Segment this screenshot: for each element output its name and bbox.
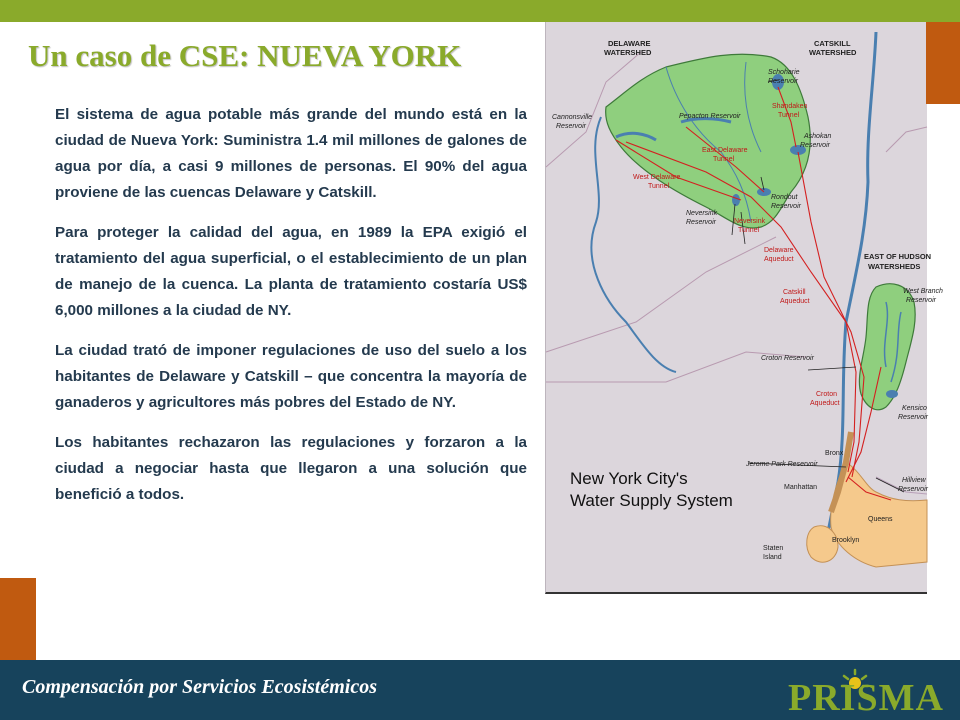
boundary-line [886, 127, 927, 152]
paragraph-water-system: El sistema de agua potable más grande del mundo está en la ciudad de Nueva York: Suministra 1.4 mil millones de galones de agua por día, a casi 9 millones de personas. El 90% del agua proviene de las cuencas Delaware y Catskill. [55, 106, 527, 201]
prisma-logo [788, 668, 952, 718]
manhattan-label: Manhattan [784, 484, 818, 491]
svg-text:Aqueduct: Aqueduct [764, 256, 794, 263]
svg-text:Reservoir: Reservoir [556, 123, 586, 130]
catskill-watershed-label: CATSKILL [814, 39, 851, 48]
orange-accent-block-top [926, 22, 960, 104]
croton-reservoir-label: Croton Reservoir [761, 355, 814, 362]
west-delaware-label: West Delaware [633, 174, 681, 181]
top-accent-bar [0, 0, 960, 22]
map-title-line2: Water Supply System [570, 491, 733, 510]
map-image [546, 22, 943, 592]
orange-accent-block-bottom [0, 578, 36, 660]
kensico-label: Kensico [902, 405, 927, 412]
paragraph-land-regulation: La ciudad trató de imponer regulaciones de uso del suelo a los habitantes de Delaware y Catskill – que concentra la mayoría de ganaderos y agricultores más pobres del Estado de NY. [55, 342, 527, 411]
slide-body [55, 102, 527, 522]
footer-tagline: Compensación por Servicios Ecosistémicos [22, 676, 377, 698]
svg-text:WATERSHED: WATERSHED [604, 48, 652, 57]
bronx-label: Bronx [825, 450, 844, 457]
water-supply-map [545, 22, 943, 594]
delaware-watershed-label: DELAWARE [608, 39, 651, 48]
svg-text:Reservoir: Reservoir [800, 142, 830, 149]
logo-wordmark: PRISMA [788, 677, 944, 719]
paragraph-epa-requirement: Para proteger la calidad del agua, en 1989 la EPA exigió el tratamiento del agua superficial, o el establecimiento de un plan de manejo de la cuenca. La planta de tratamiento costaría US$ 6,000 millones a la ciudad de NY. [55, 224, 527, 319]
west-branch-label: West Branch [903, 288, 943, 295]
croton-aqueduct-label: Croton [816, 391, 838, 398]
kensico-reservoir [886, 390, 898, 398]
svg-text:Tunnel: Tunnel [713, 156, 735, 163]
svg-text:Tunnel: Tunnel [778, 112, 800, 119]
delaware-aqueduct [626, 142, 856, 472]
map-title-line1: New York City's [570, 469, 688, 488]
hillview-label: Hillview [902, 477, 926, 484]
svg-text:Reservoir: Reservoir [906, 297, 936, 304]
svg-text:Reservoir: Reservoir [771, 203, 801, 210]
rondout-label: Rondout [771, 194, 798, 201]
east-delaware-label: East Delaware [702, 147, 748, 154]
svg-text:Reservoir: Reservoir [768, 78, 798, 85]
svg-text:Tunnel: Tunnel [648, 183, 670, 190]
east-hudson-label: EAST OF HUDSON [864, 252, 932, 261]
svg-text:Reservoir: Reservoir [898, 414, 928, 421]
queens-label: Queens [868, 516, 893, 523]
catskill-aqueduct-label: Catskill [783, 289, 806, 296]
svg-text:Aqueduct: Aqueduct [780, 298, 810, 305]
delaware-aqueduct-label: Delaware [764, 247, 794, 254]
schoharie-label: Schoharie [768, 69, 800, 76]
cannonsville-label: Cannonsville [552, 114, 593, 121]
svg-text:Reservoir: Reservoir [686, 219, 716, 226]
jerome-park-label: Jerome Park Reservoir [746, 461, 818, 468]
pepacton-label: Pepacton Reservoir [679, 113, 741, 120]
svg-text:Aqueduct: Aqueduct [810, 400, 840, 407]
paragraph-negotiation: Los habitantes rechazaron las regulaciones y forzaron a la ciudad a negociar hasta que llegaron a una solución que benefició a todos. [55, 434, 527, 503]
svg-text:WATERSHED: WATERSHED [809, 48, 857, 57]
svg-text:Reservoir: Reservoir [898, 486, 928, 493]
slide-title: Un caso de CSE: NUEVA YORK [28, 38, 462, 73]
ashokan-label: Ashokan [804, 133, 832, 140]
neversink-reservoir-label: Neversink [686, 210, 718, 217]
brooklyn-label: Brooklyn [832, 537, 860, 544]
boundary-line [546, 237, 776, 352]
svg-text:Tunnel: Tunnel [738, 227, 760, 234]
neversink-reservoir [732, 194, 740, 206]
shandaken-label: Shandaken [772, 103, 808, 110]
svg-text:Island: Island [763, 554, 782, 561]
neversink-tunnel-label: Neversink [734, 218, 766, 225]
svg-text:WATERSHEDS: WATERSHEDS [868, 262, 921, 271]
staten-island-label: Staten [763, 545, 784, 552]
